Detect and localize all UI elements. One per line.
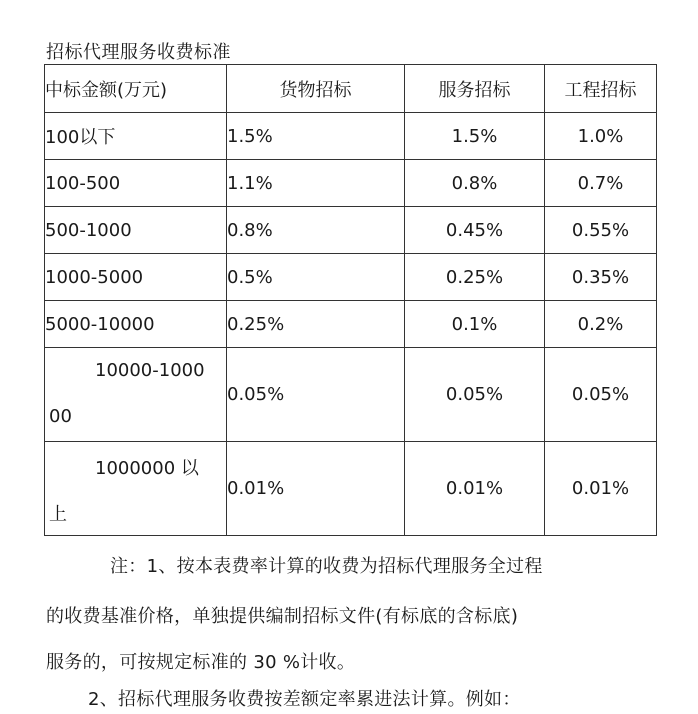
cell-range: 500-1000 [45, 207, 227, 254]
cell-range: 5000-10000 [45, 301, 227, 348]
cell-goods-rate: 0.8% [227, 207, 405, 254]
cell-engineering-rate: 0.2% [545, 301, 657, 348]
table-row [45, 348, 657, 442]
table-row [45, 301, 657, 348]
cell-goods-rate: 0.01% [227, 442, 405, 536]
table-row [45, 160, 657, 207]
table-header-row [45, 65, 657, 113]
cell-service-rate: 0.8% [405, 160, 545, 207]
cell-engineering-rate: 1.0% [545, 113, 657, 160]
cell-range-line1: 10000-1000 [95, 360, 205, 381]
cell-range-line2: 上 [49, 504, 67, 525]
table-row [45, 254, 657, 301]
header-amount: 中标金额(万元) [45, 65, 227, 113]
cell-service-rate: 0.05% [405, 348, 545, 442]
note-line-1: 注：1、按本表费率计算的收费为招标代理服务全过程 [110, 556, 543, 577]
header-engineering: 工程招标 [545, 65, 657, 113]
table-row [45, 113, 657, 160]
document-title: 招标代理服务收费标准 [46, 42, 231, 63]
cell-range: 100-500 [45, 160, 227, 207]
cell-engineering-rate: 0.35% [545, 254, 657, 301]
cell-service-rate: 0.25% [405, 254, 545, 301]
cell-range-line1: 1000000 以 [95, 458, 199, 479]
note-line-4: 2、招标代理服务收费按差额定率累进法计算。例如： [88, 689, 521, 710]
fee-standard-table [44, 64, 657, 536]
note-line-2: 的收费基准价格，单独提供编制招标文件(有标底的含标底) [46, 606, 519, 627]
cell-engineering-rate: 0.01% [545, 442, 657, 536]
note-line-3: 服务的，可按规定标准的 30 %计收。 [46, 652, 356, 673]
cell-engineering-rate: 0.55% [545, 207, 657, 254]
cell-service-rate: 0.45% [405, 207, 545, 254]
cell-engineering-rate: 0.05% [545, 348, 657, 442]
cell-goods-rate: 0.5% [227, 254, 405, 301]
table-row [45, 207, 657, 254]
cell-range [45, 348, 227, 442]
cell-goods-rate: 0.25% [227, 301, 405, 348]
cell-goods-rate: 0.05% [227, 348, 405, 442]
cell-range-line2: 00 [49, 406, 72, 427]
cell-goods-rate: 1.1% [227, 160, 405, 207]
cell-range: 100以下 [45, 113, 227, 160]
cell-goods-rate: 1.5% [227, 113, 405, 160]
cell-range [45, 442, 227, 536]
header-service: 服务招标 [405, 65, 545, 113]
table-row [45, 442, 657, 536]
cell-service-rate: 0.1% [405, 301, 545, 348]
cell-engineering-rate: 0.7% [545, 160, 657, 207]
header-goods: 货物招标 [227, 65, 405, 113]
cell-service-rate: 0.01% [405, 442, 545, 536]
cell-range: 1000-5000 [45, 254, 227, 301]
cell-service-rate: 1.5% [405, 113, 545, 160]
